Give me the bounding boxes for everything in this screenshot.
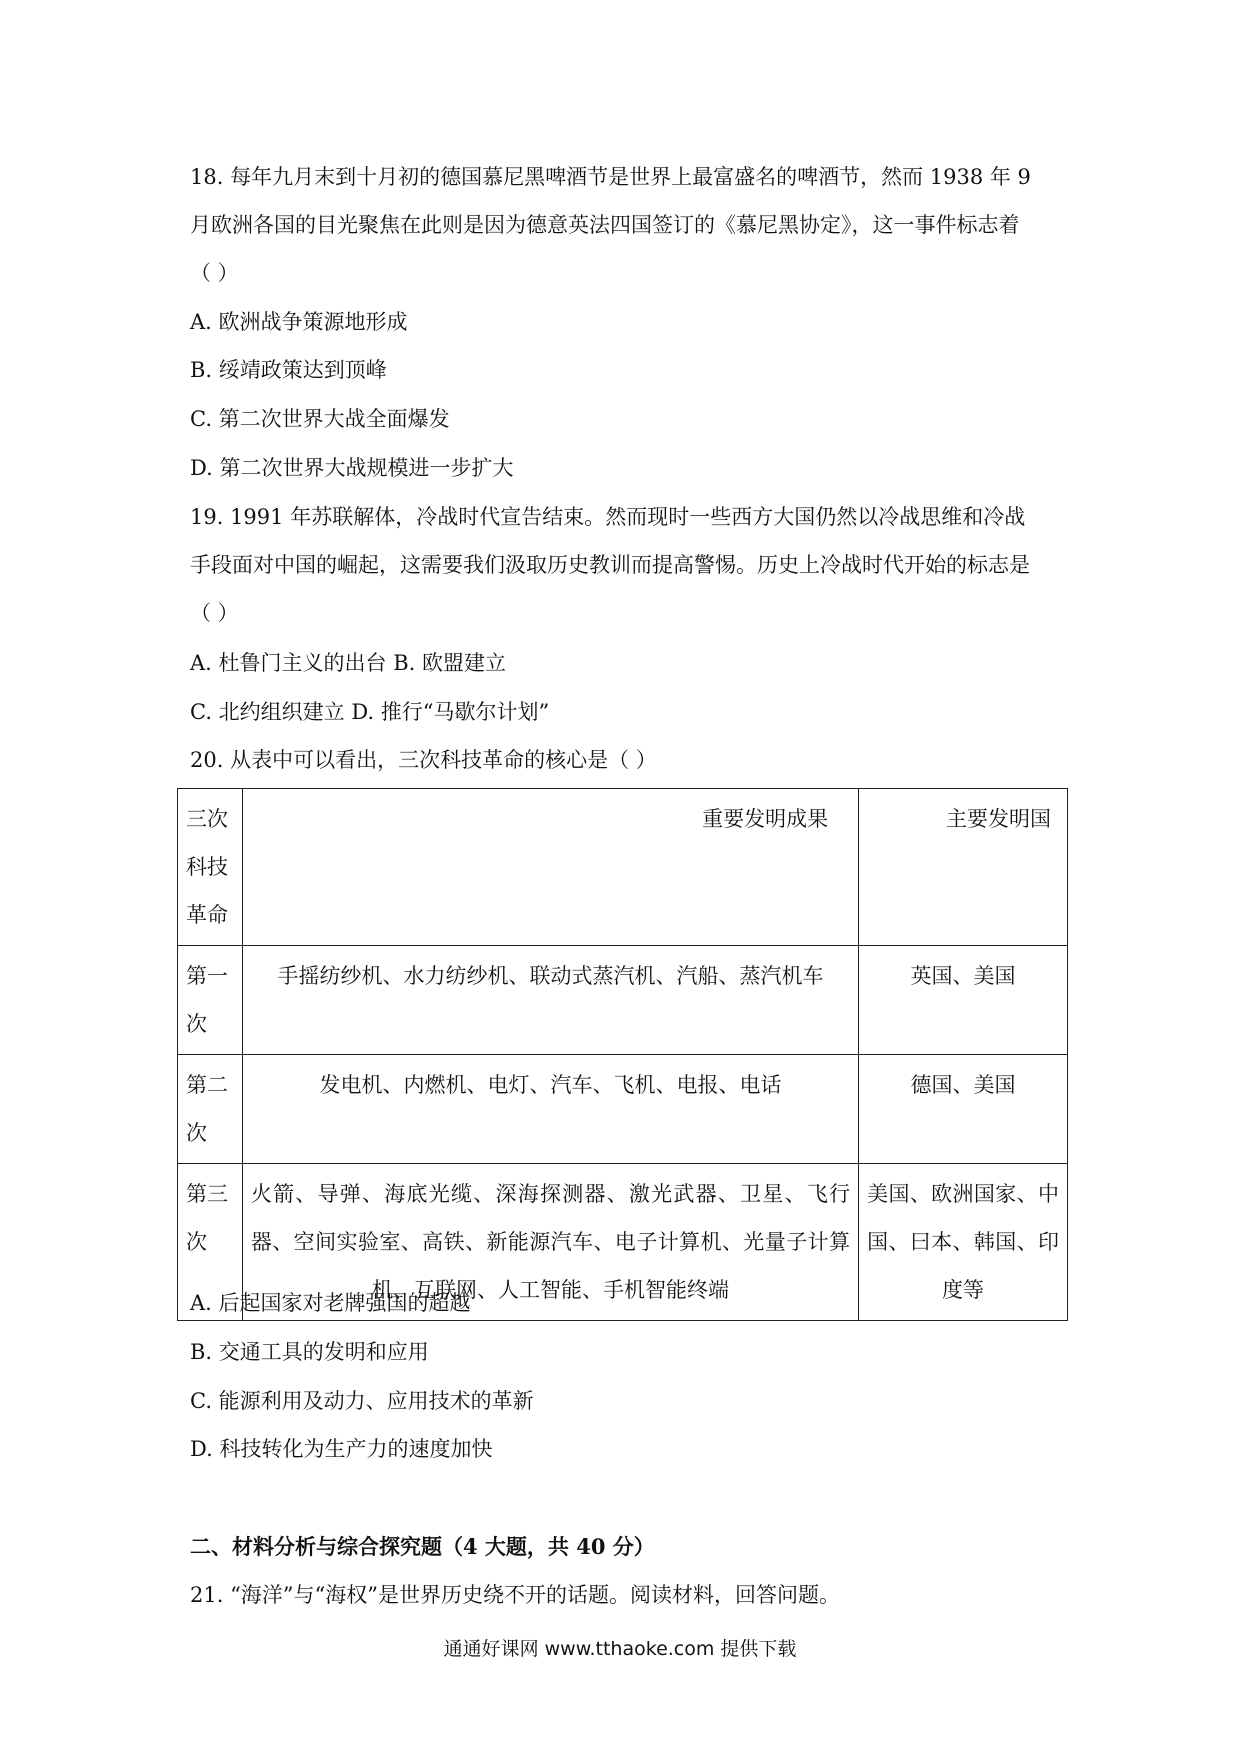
- table-row: [178, 946, 1068, 1055]
- table-cell: [242, 946, 858, 1055]
- question-20-option-b: B. 交通工具的发明和应用: [190, 1340, 429, 1364]
- question-18-answer-blank: （ ）: [190, 261, 239, 285]
- table-header-cell: [859, 789, 1068, 946]
- question-19-stem-line-1: 19. 1991 年苏联解体，冷战时代宣告结束。然而现时一些西方大国仍然以冷战思维和冷战: [190, 505, 1026, 529]
- question-20-option-c: C. 能源利用及动力、应用技术的革新: [190, 1389, 534, 1413]
- table-cell: [859, 1164, 1068, 1321]
- question-18-option-a: A. 欧洲战争策源地形成: [190, 310, 408, 334]
- page-footer: 通通好课网 www.tthaoke.com 提供下载: [443, 1638, 797, 1660]
- row-name: 第一次: [186, 964, 228, 1036]
- question-19-answer-blank: （ ）: [190, 601, 239, 625]
- table-cell: [859, 946, 1068, 1055]
- table-header-cell: [242, 789, 858, 946]
- question-18-option-d: D. 第二次世界大战规模进一步扩大: [190, 456, 514, 480]
- tech-revolution-table: [177, 788, 1068, 1321]
- question-19-options-cd: C. 北约组织建立 D. 推行“马歇尔计划”: [190, 700, 550, 724]
- question-19-stem-line-2: 手段面对中国的崛起，这需要我们汲取历史教训而提高警惕。历史上冷战时代开始的标志是: [190, 553, 1030, 577]
- question-18-stem-line-1: 18. 每年九月末到十月初的德国慕尼黑啤酒节是世界上最富盛名的啤酒节，然而 1938 年 9: [190, 165, 1031, 189]
- table-cell: [178, 1055, 243, 1164]
- row-name: 第三次: [186, 1182, 228, 1254]
- section-2-heading: 二、材料分析与综合探究题（4 大题，共 40 分）: [190, 1534, 655, 1559]
- question-18-option-b: B. 绥靖政策达到顶峰: [190, 358, 387, 382]
- header-revolutions: 三次科技革命: [186, 807, 228, 927]
- table-header-cell: [178, 789, 243, 946]
- row-countries: 美国、欧洲国家、中国、曰本、韩国、印度等: [867, 1182, 1059, 1302]
- row-inventions: 火箭、导弹、海底光缆、深海探测器、激光武器、卫星、飞行器、空间实验室、高铁、新能源汽车、电子计算机、光量子计算机、互联网、人工智能、手机智能终端: [250, 1182, 851, 1302]
- table-row: [178, 1055, 1068, 1164]
- question-20-stem: 20. 从表中可以看出，三次科技革命的核心是（ ）: [190, 748, 657, 772]
- question-18-stem-line-2: 月欧洲各国的目光聚焦在此则是因为德意英法四国签订的《慕尼黑协定》，这一事件标志着: [190, 213, 1020, 237]
- table-cell: [859, 1055, 1068, 1164]
- table-cell: [178, 946, 243, 1055]
- row-countries: 英国、美国: [910, 964, 1016, 988]
- header-countries: 主要发明国: [946, 807, 1051, 831]
- question-20-option-d: D. 科技转化为生产力的速度加快: [190, 1437, 493, 1461]
- table-header-row: [178, 789, 1068, 946]
- header-inventions: 重要发明成果: [702, 807, 829, 831]
- row-name: 第二次: [186, 1073, 228, 1145]
- question-18-option-c: C. 第二次世界大战全面爆发: [190, 407, 450, 431]
- row-countries: 德国、美国: [910, 1073, 1016, 1097]
- table-cell: [242, 1055, 858, 1164]
- row-inventions: 发电机、内燃机、电灯、汽车、飞机、电报、电话: [319, 1073, 782, 1097]
- question-21-stem: 21. “海洋”与“海权”是世界历史绕不开的话题。阅读材料，回答问题。: [190, 1583, 841, 1607]
- row-inventions: 手摇纺纱机、水力纺纱机、联动式蒸汽机、汽船、蒸汽机车: [277, 964, 824, 988]
- question-20-option-a: A. 后起国家对老牌强国的超越: [190, 1291, 471, 1315]
- question-19-options-ab: A. 杜鲁门主义的出台 B. 欧盟建立: [190, 651, 506, 675]
